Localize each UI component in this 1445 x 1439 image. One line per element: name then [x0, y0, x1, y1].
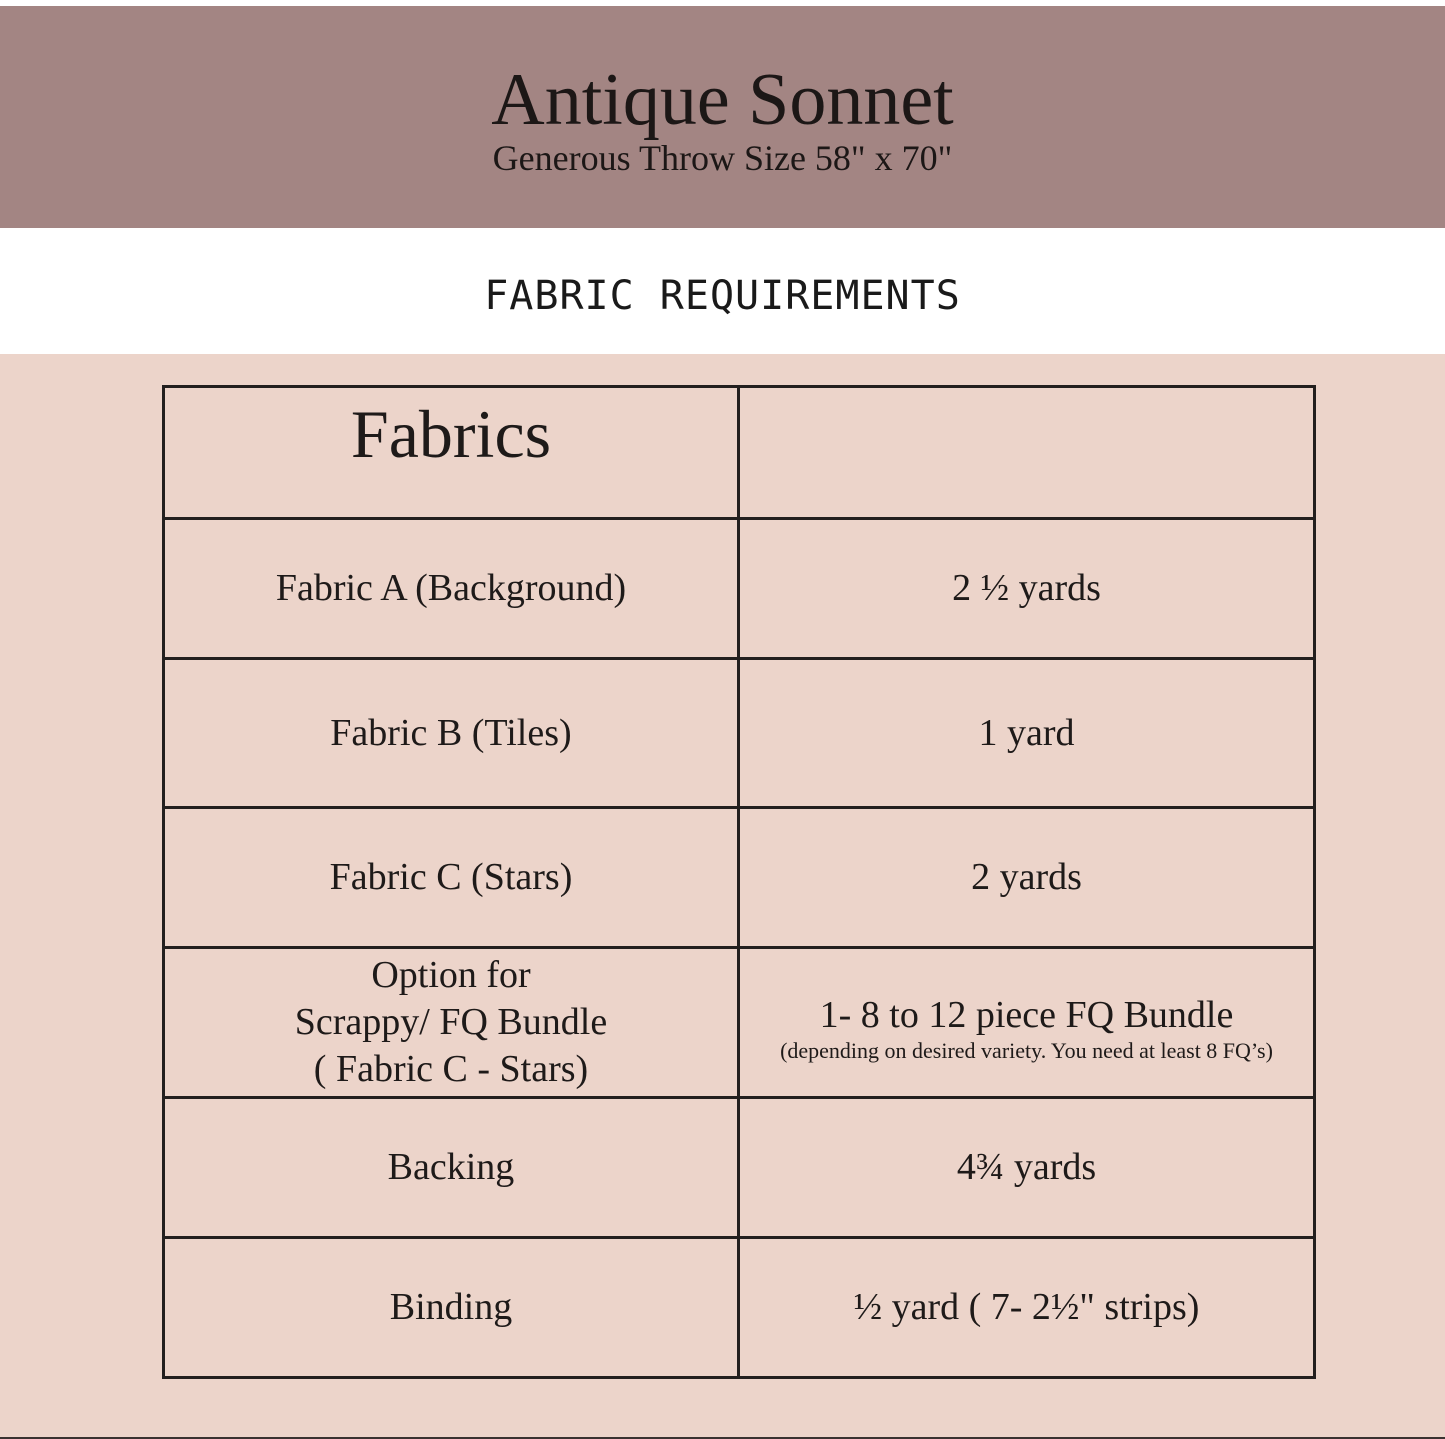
fabric-amount-cell: 2 ½ yards [739, 519, 1315, 659]
fabric-amount-cell: 1 yard [739, 659, 1315, 808]
table-header-fabrics [164, 387, 739, 519]
fabric-name-cell: Backing [164, 1098, 739, 1238]
fabric-name-line: ( Fabric C - Stars) [313, 1048, 589, 1090]
title-banner [0, 6, 1445, 228]
table-header-label: Fabrics [350, 396, 552, 472]
fabric-amount-cell: ½ yard ( 7- 2½" strips) [739, 1238, 1315, 1378]
table-row [164, 948, 1315, 1098]
fabric-name-cell [164, 948, 739, 1098]
pattern-title: Antique Sonnet [491, 59, 954, 141]
table-row [164, 808, 1315, 948]
fabric-name-line: Option for [371, 954, 531, 996]
fabric-amount-note: (depending on desired variety. You need at least 8 FQ’s) [780, 1038, 1273, 1063]
fabric-name-cell: Fabric C (Stars) [164, 808, 739, 948]
fabric-amount-text: 1- 8 to 12 piece FQ Bundle [819, 994, 1234, 1036]
fabric-name-cell: Fabric A (Background) [164, 519, 739, 659]
fabric-name-cell: Binding [164, 1238, 739, 1378]
fabric-name-cell: Fabric B (Tiles) [164, 659, 739, 808]
fabric-amount-cell: 4¾ yards [739, 1098, 1315, 1238]
fabric-amount-cell: 2 yards [739, 808, 1315, 948]
table-row [164, 1098, 1315, 1238]
table-row [164, 659, 1315, 808]
table-row [164, 1238, 1315, 1378]
fabric-name-line: Scrappy/ FQ Bundle [294, 1001, 608, 1043]
table-row [164, 519, 1315, 659]
fabric-requirements-table [162, 385, 1316, 1379]
table-header-amount [739, 387, 1315, 519]
section-title: FABRIC REQUIREMENTS [484, 273, 961, 319]
table-header-row [164, 387, 1315, 519]
section-band [0, 228, 1445, 354]
fabric-amount-cell [739, 948, 1315, 1098]
quilt-size-subtitle: Generous Throw Size 58" x 70" [492, 138, 953, 178]
